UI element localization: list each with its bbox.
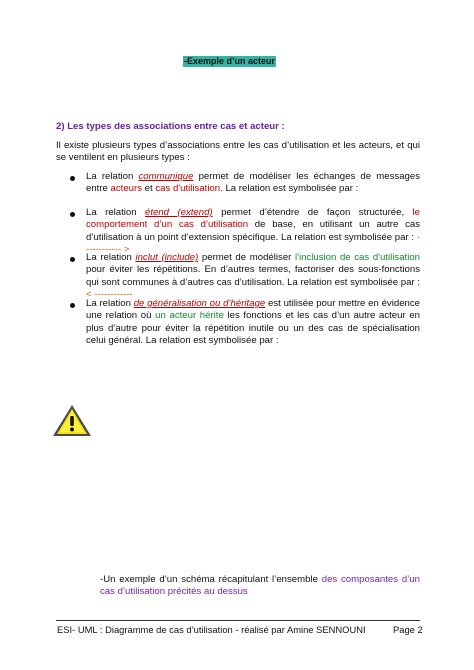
highlight-cas-utilisation: cas d'utilisation — [155, 183, 221, 195]
page-number: Page 2 — [393, 624, 423, 635]
bullet-text: permet de modéliser les échanges de messages entre — [86, 171, 421, 195]
bullet-include — [86, 252, 420, 302]
bullet-text: . La relation est symbolisée par : — [220, 183, 359, 195]
bullet-dot — [70, 257, 75, 262]
bullet-text: pour éviter les répétitions. En d’autres termes, factoriser des sous-fonctions qui sont communes à d’autres cas d’utilisation. La relation est symbolisée par : — [86, 264, 420, 288]
bullet-text: et — [142, 183, 156, 195]
bullet-text: est utilisée pour mettre en évidence une relation où — [86, 298, 421, 322]
bullet-text: de base, en utilisant un autre cas d’utilisation à un point d’extension spécifique. La relation est symbolisée par : — [86, 219, 420, 243]
footer-divider — [56, 620, 420, 621]
bullet-generalisation — [86, 298, 420, 348]
example-title-highlight: -Exemple d’un acteur — [184, 56, 276, 66]
warning-triangle-icon — [52, 404, 92, 443]
bullet-dot — [70, 212, 75, 217]
bullet-text: La relation — [86, 252, 136, 263]
bullet-text: permet de modéliser — [198, 252, 295, 263]
bullet-text: La relation — [86, 171, 139, 182]
highlight-acteur-herite: un acteur hérite — [155, 310, 224, 322]
bullet-communique — [86, 171, 420, 196]
bullet-text: La relation — [86, 207, 145, 218]
include-arrow-symbol: < ------------ — [86, 289, 133, 301]
bottom-paragraph — [100, 574, 420, 599]
bullet-extend — [86, 207, 420, 257]
section-heading: 2) Les types des associations entre cas et acteur : — [56, 121, 285, 132]
term-extend: étend (extend) — [145, 207, 213, 218]
term-generalisation: de généralisation ou d’héritage — [133, 298, 266, 309]
highlight-comportement: le comportement d’un cas d’utilisation — [86, 207, 421, 231]
bullet-dot — [70, 176, 75, 181]
term-include: inclut (include) — [135, 252, 199, 263]
highlight-acteurs: acteurs — [110, 183, 143, 195]
bottom-highlight: des composantes d’un cas d’utilisation précités au dessus — [100, 574, 421, 598]
term-communique: communique — [138, 171, 194, 182]
footer-left-text: ESI- UML : Diagramme de cas d’utilisation - réalisé par Amine SENNOUNI — [57, 624, 366, 635]
bullet-text: les fonctions et les cas d’un autre acteur en plus d’autre pour éviter la répétition inutile ou un des cas de spécialisation celui général. La relation est symbolisée par : — [86, 310, 420, 347]
bullet-dot — [70, 303, 75, 308]
bullet-text: permet d’étendre de façon structurée, — [212, 207, 413, 218]
highlight-inclusion: l'inclusion de cas d'utilisation — [295, 252, 421, 263]
bullet-text: La relation — [86, 298, 134, 309]
intro-paragraph: Il existe plusieurs types d’associations entre les cas d’utilisation et les acteurs, et qui se ventilent en plusieurs types : — [56, 140, 420, 164]
extend-arrow-symbol: ------------ > — [86, 231, 420, 256]
bottom-text: -Un exemple d’un schéma récapitulant l’ensemble — [100, 574, 322, 585]
